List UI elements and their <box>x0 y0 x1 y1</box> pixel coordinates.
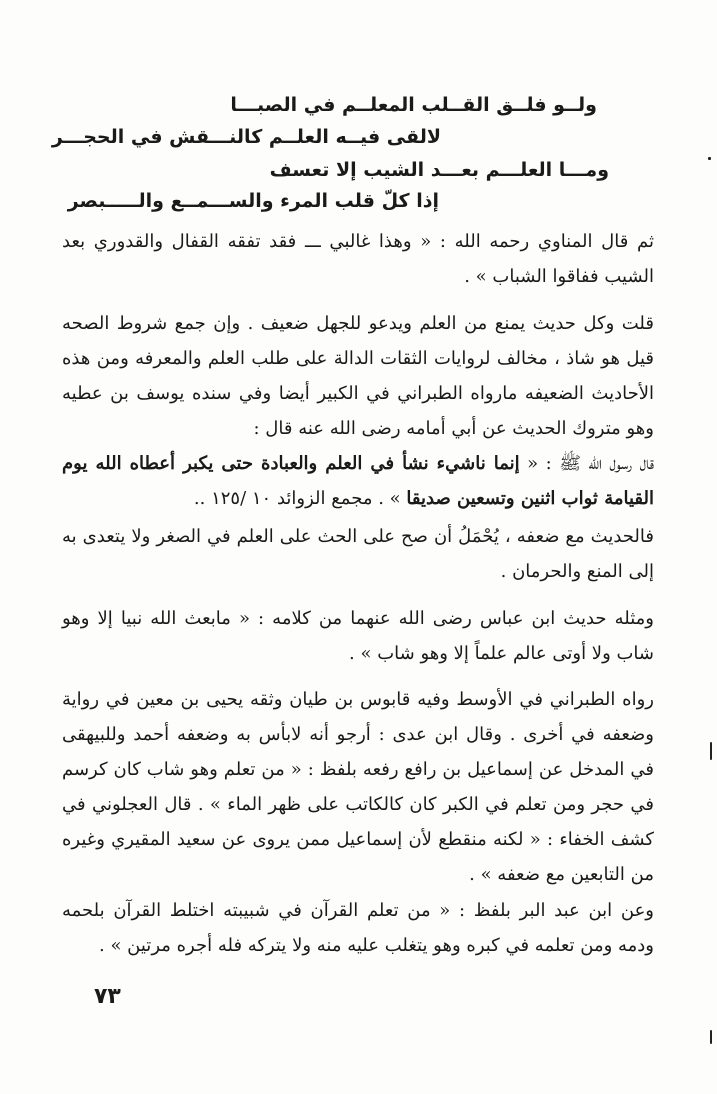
hadith-reference: » . مجمع الزوائد ١٠ /١٢٥ .. <box>193 488 401 509</box>
hadith-intro: قال رسول الله ﷺ : « <box>527 453 654 474</box>
paragraph-ibn-abd-al-barr: وعن ابن عبد البر بلفظ : « من تعلم القرآن في شبيبته اختلط القرآن بلحمه ودمه ومن تعلمه في كبره وهو يتغلب عليه منه ولا يتركه فله أجره مرتين » . <box>62 900 654 956</box>
poem-line-3: ومـــا العلـــم بعـــد الشيب إلا تعسف <box>269 159 609 181</box>
paragraph-weak-hadith <box>62 306 654 516</box>
scan-speck <box>710 1030 712 1044</box>
paragraph-ibn-abbas: ومثله حديث ابن عباس رضى الله عنهما من كلامه : « مابعث الله نبيا إلا وهو شاب ولا أوتى عالم علماً إلا وهو شاب » . <box>62 608 654 664</box>
paragraph-weak-hadith-body: قلت وكل حديث يمنع من العلم ويدعو للجهل ضعيف . وإن جمع شروط الصحه قيل هو شاذ ، مخالف لروايات الثقات الدالة على طلب العلم والمعرفه ومن هذه الأحاديث الضعيفه مارواه الطبراني في الكبير أيضا وفي سنده يوسف بن عطيه وهو متروك الحديث عن أبي أمامه رضى الله عنه قال : <box>62 313 654 439</box>
scan-speck <box>708 157 711 160</box>
scan-speck <box>710 742 712 760</box>
poem-line-2: لالقى فيــه العلــم كالنـــقش في الحجـــر <box>51 126 441 148</box>
paragraph-interpretation: فالحديث مع ضعفه ، يُحْمَلُ أن صح على الحث على العلم في الصغر ولا يتعدى به إلى المنع والحرمان . <box>62 526 654 582</box>
paragraph-munawi-quote: ثم قال المناوي رحمه الله : « وهذا غالبي ـــ فقد تفقه القفال والقدوري بعد الشيب ففاقوا الشباب » . <box>62 231 654 287</box>
hadith-text: إنما ناشيء نشأ في العلم والعبادة حتى يكبر أعطاه الله يوم القيامة ثواب اثنين وتسعين صديقا <box>62 453 654 509</box>
page-number: ٧٣ <box>94 984 121 1009</box>
poem-line-4: إذا كلّ قلب المرء والســـمــع والـــــبصر <box>67 190 439 212</box>
paragraph-tabarani: رواه الطبراني في الأوسط وفيه قابوس بن طيان وثقه يحيى بن معين في رواية وضعفه في أخرى . وقال ابن عدى : أرجو أنه لابأس به وضعفه أحمد وللبيهقى في المدخل عن إسماعيل بن رافع رفعه بلفظ : « من تعلم وهو شاب كان كرسم في حجر ومن تعلم في الكبر كان كالكاتب على ظهر الماء » . قال العجلوني في كشف الخفاء : « لكنه منقطع لأن إسماعيل ممن يروى عن سعيد المقيري وغيره من التابعين مع ضعفه » . <box>62 689 655 885</box>
poem-line-1: ولــو فلــق القــلب المعلــم في الصبـــا <box>230 94 597 116</box>
